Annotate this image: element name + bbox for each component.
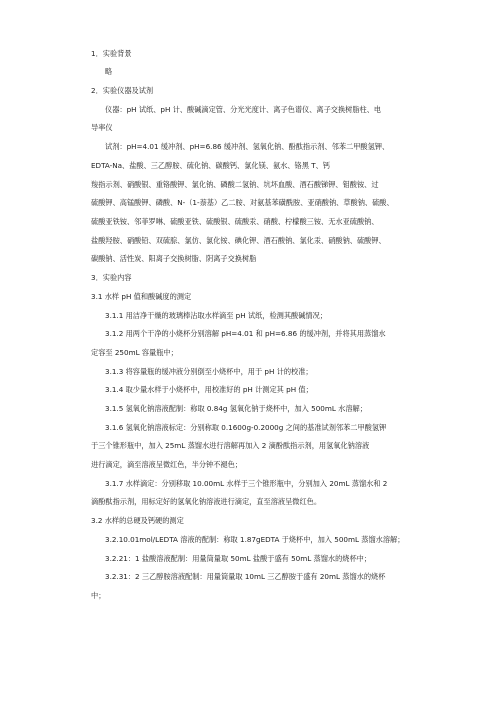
reagents-line-1: 试剂：pH=4.01 缓冲剂、pH=6.86 缓冲剂、氢氧化钠、酚酞指示剂、邻苯二甲酸氢钾、 — [105, 142, 390, 151]
subsection-3-1-heading: 3.1 水样 pH 值和酸碱度的测定 — [91, 292, 192, 301]
step-3-1-6-line-1: 3.1.6 氢氧化钠溶液标定：分别称取 0.1600g-0.2000g 之间的基准试剂邻苯二甲酸氢钾 — [105, 423, 387, 432]
reagents-line-3: 羧指示剂、硝酸银、重铬酸钾、氯化钠、磷酸二氢钠、坑坏血酸、酒石酸锑钾、钼酸铵、过 — [91, 180, 379, 189]
instruments-line-1: 仪器：pH 试纸、pH 计、酸碱滴定管、分光光度计、离子色谱仪、离子交换树脂柱、电 — [105, 105, 382, 114]
reagents-line-7: 碳酸钠、活性炭、阳离子交换树脂、阴离子交换树脂 — [91, 254, 257, 263]
step-3-1-2-line-2: 定容至 250mL 容量瓶中； — [91, 348, 178, 357]
reagents-line-6: 盐酸羟胺、硝酸铅、双硫腙、氯仿、氯化铵、碘化钾、酒石酸钠、氯化汞、硝酸钠、硫酸钾、 — [91, 236, 386, 245]
reagents-line-4: 硫酸钾、高锰酸钾、磷酸、N-（1-萘基）乙二胺、对氨基苯磺酰胺、亚硝酸钠、草酸钠、硫酸、 — [91, 198, 394, 207]
step-3-1-2-line-1: 3.1.2 用两个干净的小烧杯分别溶解 pH=4.01 和 pH=6.86 的缓冲剂，并将其用蒸馏水 — [105, 329, 386, 338]
instruments-line-2: 导率仪 — [91, 123, 113, 132]
step-3-1-5: 3.1.5 氢氧化钠溶液配制：称取 0.84g 氢氧化钠于烧杯中，加入 500mL 水溶解； — [105, 404, 367, 413]
step-3-1-7-line-1: 3.1.7 水样滴定：分别移取 10.00mL 水样于三个锥形瓶中，分别加入 20mL 蒸馏水和 2 — [105, 479, 388, 488]
step-3-1-6-line-2: 于三个锥形瓶中，加入 25mL 蒸馏水进行溶解再加入 2 滴酚酞指示剂，用氢氧化钠溶液 — [91, 441, 370, 450]
step-3-1-6-line-3: 进行滴定，滴至溶液呈微红色，半分钟不褪色； — [91, 460, 242, 469]
section-3-heading: 3．实验内容 — [91, 273, 132, 282]
section-1-body: 略 — [105, 67, 113, 76]
step-3-1-7-line-2: 滴酚酞指示剂，用标定好的氢氧化钠溶液进行滴定，直至溶液呈微红色。 — [91, 497, 322, 506]
section-1-heading: 1．实验背景 — [91, 49, 132, 58]
step-3-1-3: 3.1.3 将容量瓶的缓冲液分别倒至小烧杯中，用于 pH 计的校准； — [105, 367, 313, 376]
section-2-heading: 2．实验仪器及试剂 — [91, 86, 154, 95]
reagents-line-5: 硫酸亚铁铵、邻菲罗啉、硫酸亚铁、硫酸银、硫酸汞、硝酸、柠檬酸三铵、无水亚硫酸钠、 — [91, 217, 379, 226]
reagents-line-2: EDTA-Na、盐酸、三乙醇胺、硫化钠、碳酸钙、氯化镁、氨水、铬黑 T、钙 — [91, 161, 330, 170]
step-3-2-3-line-2: 中； — [91, 591, 106, 600]
step-3-2-2: 3.2.21：1 盐酸溶液配制：用量筒量取 50mL 盐酸于盛有 50mL 蒸馏水的烧杯中； — [105, 554, 372, 563]
step-3-1-4: 3.1.4 取少量水样于小烧杯中，用校准好的 pH 计测定其 pH 值； — [105, 385, 313, 394]
step-3-2-1: 3.2.10.01mol/LEDTA 溶液的配制：称取 1.87gEDTA 于烧杯中，加入 500mL 蒸馏水溶解； — [105, 535, 405, 544]
subsection-3-2-heading: 3.2 水样的总硬及钙硬的测定 — [91, 516, 184, 525]
step-3-1-1: 3.1.1 用洁净干燥的玻璃棒沾取水样滴至 pH 试纸，检测其酸碱情况； — [105, 311, 327, 320]
step-3-2-3-line-1: 3.2.31：2 三乙醇胺溶液配制：用量筒量取 10mL 三乙醇胺于盛有 20mL 蒸馏水的烧杯 — [105, 572, 386, 581]
